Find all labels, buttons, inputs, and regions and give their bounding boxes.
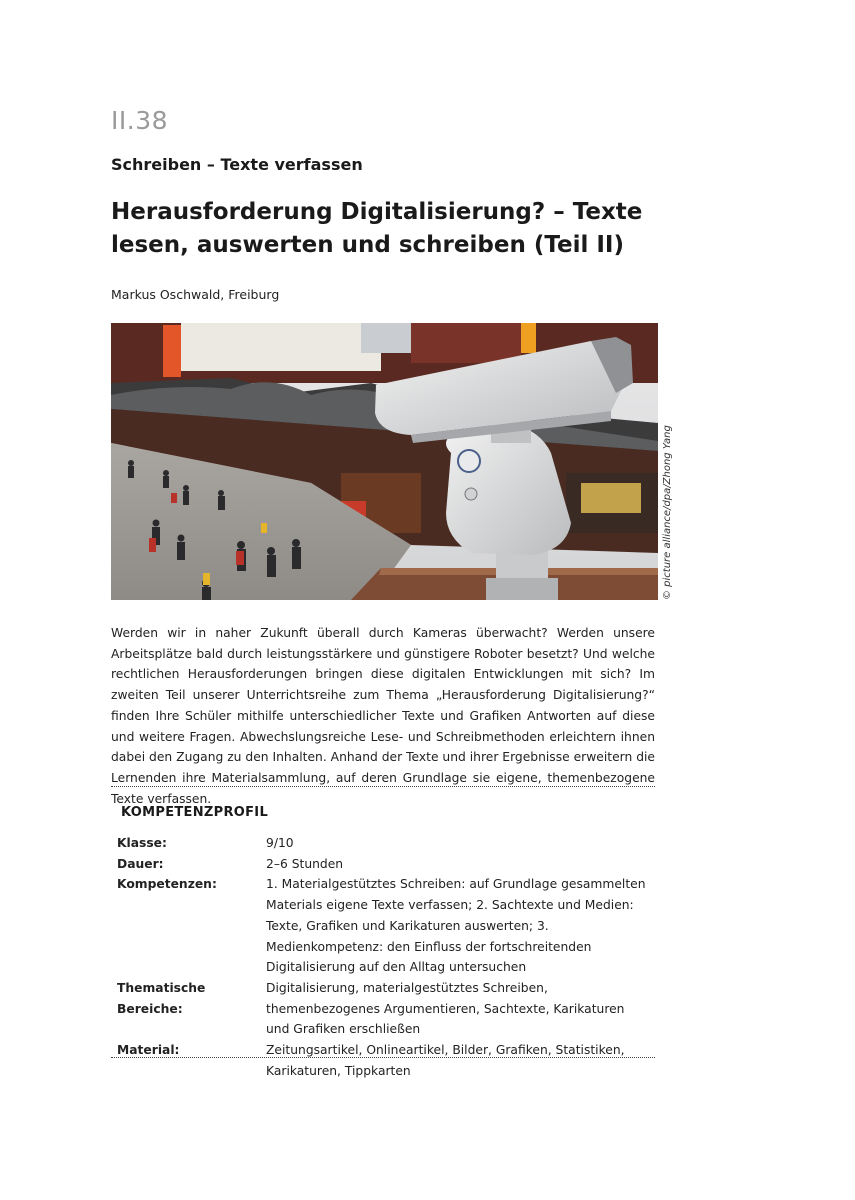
kp-row-thematische-bereiche (117, 978, 657, 1040)
kp-row-klasse (117, 833, 657, 854)
surveillance-camera-photo (111, 323, 658, 600)
kp-label: Dauer: (117, 856, 164, 871)
section-subtitle: Schreiben – Texte verfassen (111, 155, 363, 174)
photo-credit: © picture alliance/dpa/Zhong Yang (662, 425, 673, 600)
section-code: II.38 (111, 106, 169, 135)
kp-value: 9/10 (266, 836, 294, 850)
kp-value: Digitalisierung, materialgestütztes Schreiben, themenbezogenes Argumentieren, Sachtexte, Karikaturen und Grafiken erschließen (266, 980, 625, 1037)
kp-row-material (117, 1040, 657, 1081)
kp-label: Klasse: (117, 836, 167, 850)
kp-row-dauer (117, 854, 657, 875)
kp-value: Zeitungsartikel, Onlineartikel, Bilder, Grafiken, Statistiken, Karikaturen, Tippkarten (266, 1043, 625, 1078)
kp-label: Thematische Bereiche: (117, 980, 206, 1016)
author: Markus Oschwald, Freiburg (111, 287, 280, 302)
kompetenzprofil-heading: KOMPETENZPROFIL (121, 805, 269, 820)
divider-bottom (111, 1057, 655, 1058)
divider-top (111, 786, 655, 787)
kp-label: Material: (117, 1043, 180, 1058)
kp-value: 2–6 Stunden (266, 856, 344, 871)
intro-paragraph: Werden wir in naher Zukunft überall durch Kameras überwacht? Werden unsere Arbeitsplätze bald durch leistungsstärkere und günstigere Roboter besetzt? Und welche rechtlichen Herausforderungen bringen diese digitalen Entwicklungen mit sich? Im zweiten Teil unserer Unterrichtsreihe zum Thema „Herausforderung Digitalisierung?“ finden Ihre Schüler mithilfe unterschiedlicher Texte und Grafiken Antworten auf diese und weitere Fragen. Abwechslungsreiche Lese- und Schreibmethoden erleichtern ihnen dabei den Zugang zu den Inhalten. Anhand der Texte und ihrer Ergebnisse erweitern die Lernenden ihre Materialsammlung, auf deren Grundlage sie eigene, themenbezogene Texte verfassen. (111, 626, 655, 806)
kp-label: Kompetenzen: (117, 877, 217, 892)
kp-row-kompetenzen (117, 874, 657, 978)
kompetenzprofil-table (117, 833, 657, 1081)
page-title: Herausforderung Digitalisierung? – Texte lesen, auswerten und schreiben (Teil II) (111, 199, 643, 258)
kp-value: 1. Materialgestütztes Schreiben: auf Grundlage gesammelten Materials eigene Texte verfassen; 2. Sachtexte und Medien: Texte, Grafiken und Karikaturen auswerten; 3. Medienkompetenz: den Einfluss der fortschreitenden Digitalisierung auf den Alltag untersuchen (266, 877, 646, 975)
